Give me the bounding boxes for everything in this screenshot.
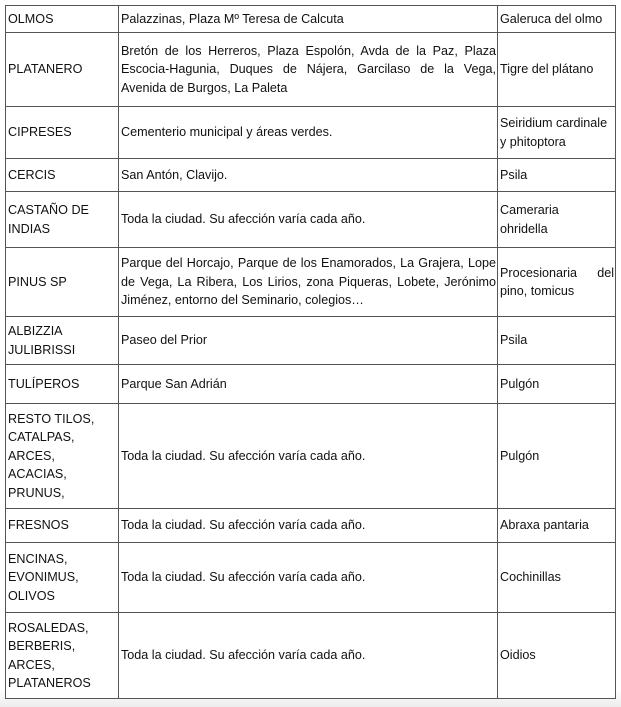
table-row	[6, 404, 616, 509]
pest-cell	[498, 404, 616, 509]
zones-cell: San Antón, Clavijo.	[119, 159, 498, 192]
tree-species-cell	[6, 159, 119, 192]
tree-species-cell	[6, 33, 119, 107]
pest-cell	[498, 613, 616, 699]
table-row	[6, 509, 616, 543]
zones-cell: Paseo del Prior	[119, 317, 498, 365]
tree-species-line: PLATANEROS	[8, 676, 91, 690]
pest-line: Procesionaria del pino, tomicus	[500, 265, 614, 298]
pest-line: Pulgón	[500, 448, 540, 463]
tree-species-line: INDIAS	[8, 221, 50, 236]
pest-line: Galeruca del olmo	[500, 11, 603, 26]
tree-species-line: ALBIZZIA	[8, 324, 63, 338]
pest-cell	[498, 107, 616, 159]
pest-cell	[498, 159, 616, 192]
zones-cell: Palazzinas, Plaza Mº Teresa de Calcuta	[119, 6, 498, 33]
tree-species-line: PLATANERO	[8, 62, 83, 77]
pest-line: Oidios	[500, 648, 536, 663]
tree-species-line: TULÍPEROS	[8, 376, 80, 391]
tree-species-line: ENCINAS,	[8, 551, 68, 566]
table-row	[6, 107, 616, 159]
zones-cell: Parque del Horcajo, Parque de los Enamorados, La Grajera, Lope de Vega, La Ribera, Los Lirios, zona Piqueras, Lobete, Jerónimo Jiménez, entorno del Seminario, colegios…	[119, 248, 498, 317]
tree-species-cell	[6, 613, 119, 699]
table-row	[6, 248, 616, 317]
tree-species-line: CIPRESES	[8, 125, 72, 140]
tree-species-cell	[6, 248, 119, 317]
zones-cell: Parque San Adrián	[119, 365, 498, 404]
pest-cell	[498, 317, 616, 365]
table-row	[6, 192, 616, 248]
table-row	[6, 365, 616, 404]
tree-species-cell	[6, 317, 119, 365]
pest-table	[5, 5, 616, 699]
tree-species-line: CASTAÑO DE	[8, 203, 89, 217]
table-row	[6, 159, 616, 192]
tree-species-line: ARCES,	[8, 657, 55, 672]
tree-species-line: CATALPAS,	[8, 430, 75, 445]
pest-line: Psila	[500, 333, 528, 348]
tree-species-cell	[6, 192, 119, 248]
tree-species-cell	[6, 6, 119, 33]
pest-line: Psila	[500, 167, 528, 182]
tree-species-line: PRUNUS,	[8, 485, 65, 500]
tree-species-line: FRESNOS	[8, 518, 69, 533]
pest-cell	[498, 33, 616, 107]
zones-cell: Toda la ciudad. Su afección varía cada año.	[119, 404, 498, 509]
pest-line: y phitoptora	[500, 134, 566, 149]
tree-species-cell	[6, 509, 119, 543]
tree-species-line: RESTO TILOS,	[8, 411, 95, 426]
tree-species-cell	[6, 543, 119, 613]
tree-species-cell	[6, 365, 119, 404]
pest-cell	[498, 248, 616, 317]
tree-species-cell	[6, 404, 119, 509]
zones-cell: Toda la ciudad. Su afección varía cada año.	[119, 543, 498, 613]
tree-species-line: ACACIAS,	[8, 467, 67, 482]
zones-cell: Toda la ciudad. Su afección varía cada año.	[119, 613, 498, 699]
zones-cell: Toda la ciudad. Su afección varía cada año.	[119, 192, 498, 248]
pest-cell	[498, 509, 616, 543]
tree-species-cell	[6, 107, 119, 159]
zones-cell: Bretón de los Herreros, Plaza Espolón, Avda de la Paz, Plaza Escocia-Hagunia, Duques de Nájera, Garcilaso de la Vega, Avenida de Burgos, La Paleta	[119, 33, 498, 107]
tree-species-line: EVONIMUS,	[8, 570, 79, 585]
pest-cell	[498, 365, 616, 404]
pest-line: Cochinillas	[500, 570, 561, 585]
tree-species-line: ROSALEDAS,	[8, 620, 89, 635]
pest-line: Tigre del plátano	[500, 62, 594, 77]
pest-line: ohridella	[500, 221, 548, 236]
zones-cell: Cementerio municipal y áreas verdes.	[119, 107, 498, 159]
zones-cell: Toda la ciudad. Su afección varía cada año.	[119, 509, 498, 543]
table-row	[6, 317, 616, 365]
table-row	[6, 613, 616, 699]
pest-line: Cameraria	[500, 203, 559, 217]
tree-species-line: ARCES,	[8, 448, 55, 463]
pest-line: Abraxa pantaria	[500, 518, 589, 533]
pest-cell	[498, 192, 616, 248]
pest-cell	[498, 543, 616, 613]
table-row	[6, 6, 616, 33]
tree-species-line: OLMOS	[8, 11, 54, 26]
pest-line: Seiridium cardinale	[500, 116, 608, 130]
tree-species-line: JULIBRISSI	[8, 342, 76, 357]
table-row	[6, 33, 616, 107]
pest-line: Pulgón	[500, 376, 540, 391]
table-row	[6, 543, 616, 613]
tree-species-line: BERBERIS,	[8, 639, 76, 653]
pest-cell	[498, 6, 616, 33]
tree-species-line: CERCIS	[8, 167, 56, 182]
tree-species-line: OLIVOS	[8, 588, 55, 603]
tree-species-line: PINUS SP	[8, 274, 67, 289]
